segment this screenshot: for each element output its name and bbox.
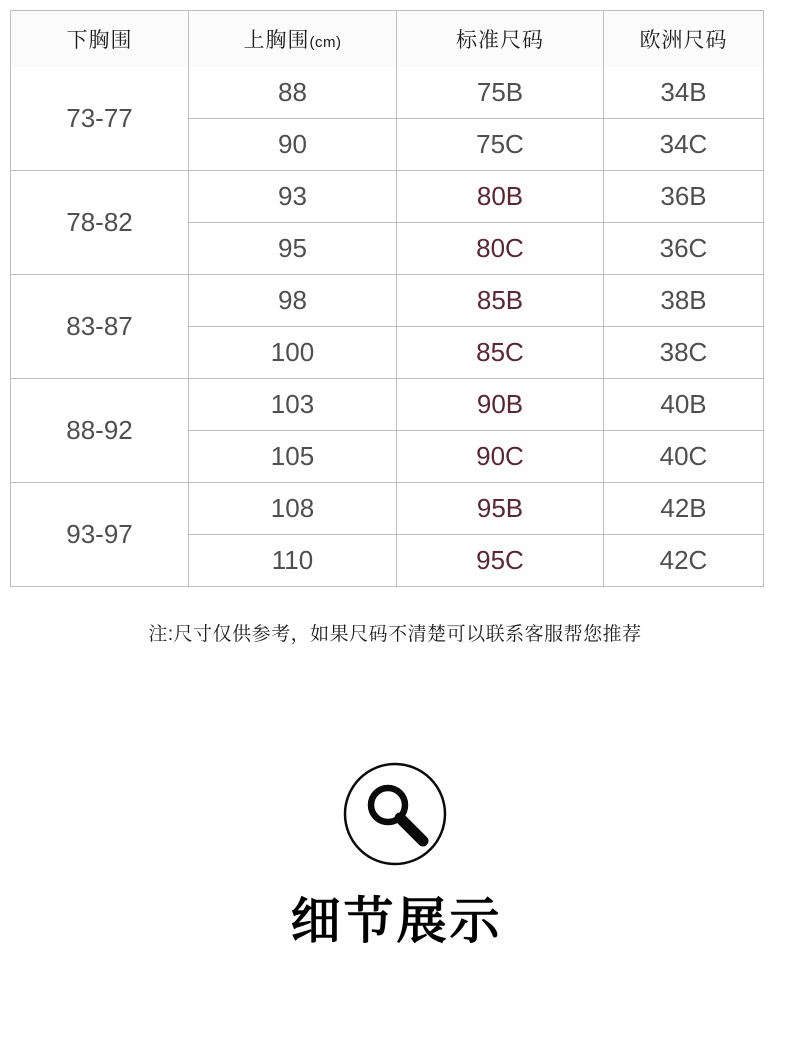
- underbust-cell: 78-82: [11, 171, 189, 275]
- cn-size-cell: 85C: [397, 327, 604, 379]
- eu-size-cell: 38B: [604, 275, 764, 327]
- bust-cell: 110: [189, 535, 397, 587]
- eu-size-cell: 42C: [604, 535, 764, 587]
- eu-size-cell: 42B: [604, 483, 764, 535]
- size-row: [11, 379, 764, 431]
- cn-size-cell: 95C: [397, 535, 604, 587]
- eu-size-cell: 40B: [604, 379, 764, 431]
- size-row: [11, 275, 764, 327]
- size-note: 注:尺寸仅供参考，如果尺码不清楚可以联系客服帮您推荐: [148, 624, 642, 645]
- column-header-unit: (cm): [309, 33, 342, 51]
- bust-cell: 100: [189, 327, 397, 379]
- bust-cell: 98: [189, 275, 397, 327]
- size-row: [11, 483, 764, 535]
- eu-size-cell: 36B: [604, 171, 764, 223]
- eu-size-cell: 36C: [604, 223, 764, 275]
- underbust-cell: 93-97: [11, 483, 189, 587]
- column-header-3: 标准尺码: [397, 11, 604, 67]
- bust-cell: 93: [189, 171, 397, 223]
- cn-size-cell: 90C: [397, 431, 604, 483]
- header-row: [11, 11, 764, 67]
- detail-section-title: 细节展示: [290, 893, 503, 949]
- eu-size-cell: 34B: [604, 67, 764, 119]
- underbust-cell: 88-92: [11, 379, 189, 483]
- cn-size-cell: 85B: [397, 275, 604, 327]
- magnifier-icon: [343, 762, 447, 866]
- bust-cell: 95: [189, 223, 397, 275]
- eu-size-cell: 34C: [604, 119, 764, 171]
- column-header-1: 下胸围: [11, 11, 189, 67]
- underbust-cell: 83-87: [11, 275, 189, 379]
- eu-size-cell: 40C: [604, 431, 764, 483]
- size-chart-header: [11, 11, 764, 67]
- bust-cell: 90: [189, 119, 397, 171]
- column-header-4: 欧洲尺码: [604, 11, 764, 67]
- cn-size-cell: 95B: [397, 483, 604, 535]
- bust-cell: 105: [189, 431, 397, 483]
- bust-cell: 88: [189, 67, 397, 119]
- bust-cell: 103: [189, 379, 397, 431]
- cn-size-cell: 90B: [397, 379, 604, 431]
- size-chart-table: [10, 10, 764, 587]
- cn-size-cell: 80C: [397, 223, 604, 275]
- underbust-cell: 73-77: [11, 67, 189, 171]
- size-row: [11, 171, 764, 223]
- cn-size-cell: 75B: [397, 67, 604, 119]
- column-header-2: 上胸围(cm): [189, 11, 397, 67]
- bust-cell: 108: [189, 483, 397, 535]
- cn-size-cell: 75C: [397, 119, 604, 171]
- size-row: [11, 67, 764, 119]
- cn-size-cell: 80B: [397, 171, 604, 223]
- eu-size-cell: 38C: [604, 327, 764, 379]
- size-chart-body: [11, 67, 764, 587]
